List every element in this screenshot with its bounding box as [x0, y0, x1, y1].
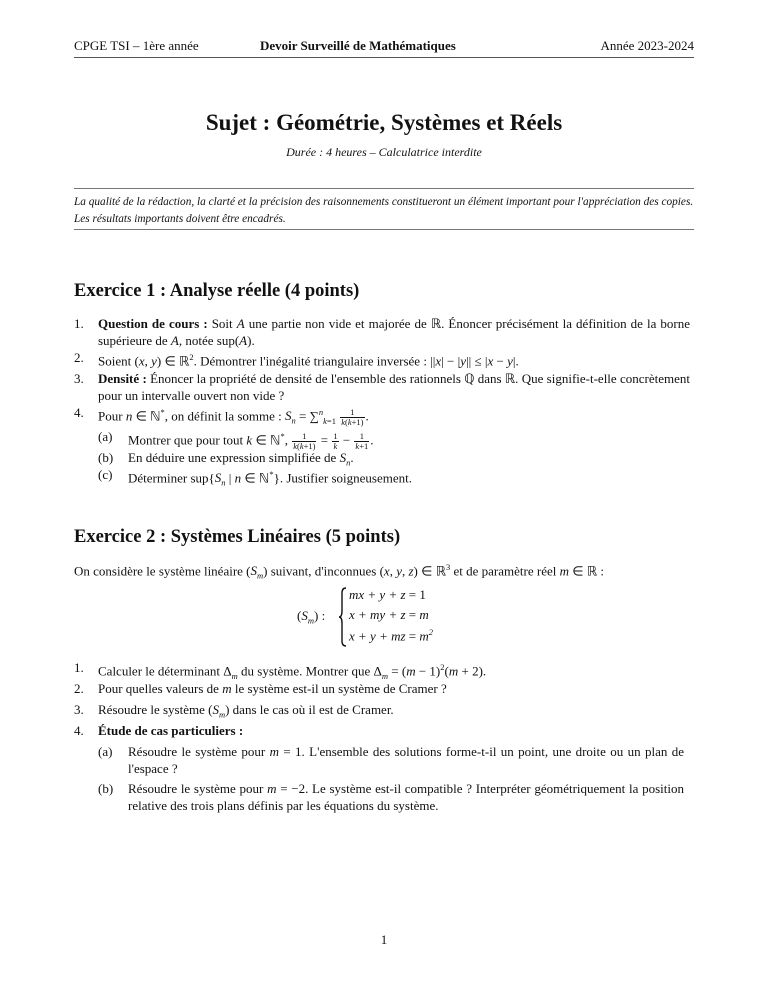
notice-text: La qualité de la rédaction, la clarté et la précision des raisonnements constitueront un élément important pour l'appréciation des copies. Les résultats importants doivent être encadrés. [74, 196, 694, 225]
ex2-intro: On considère le système linéaire $(S_m)$ suivant, d'inconnues (x, y, z) ∈ ℝ$^3$ et de paramètre réel m ∈ ℝ : [74, 562, 604, 581]
notice-bottom-rule [74, 229, 694, 230]
subitem-label: (a) [98, 429, 113, 444]
exercise-1-title: Exercice 1 : Analyse réelle (4 points) [74, 281, 360, 301]
running-header [74, 38, 694, 58]
fraction: $\frac{1}{k(k+1)}$ [341, 406, 364, 427]
equation-3: x + y + mz = $m^2$ [349, 627, 434, 644]
item-bold-label: Densité : [98, 371, 147, 386]
subitem-label: (b) [98, 450, 114, 465]
page-number: 1 [380, 932, 388, 947]
item-text: Pour quelles valeurs de m le système est-il un système de Cramer ? [98, 681, 447, 696]
item-number: 1. [74, 316, 84, 331]
item-text: Résoudre le système $(S_m)$ dans le cas où il est de Cramer. [98, 702, 394, 720]
item-text: Question de cours : Soit A une partie non vide et majorée de ℝ. Énoncer précisément la définition de la borne supérieure de A, notée sup(A). [98, 316, 690, 348]
item-number: 1. [74, 660, 84, 675]
item-text: Calculer le déterminant $\Delta_m$ du système. Montrer que $\Delta_m = (m - 1)^2(m + 2)$. [98, 662, 487, 681]
item-bold-label: Étude de cas particuliers : [98, 723, 244, 738]
subitem-text: Résoudre le système pour m = 1. L'ensemble des solutions forme-t-il un point, une droite ou un plan de l'espace ? [128, 744, 684, 776]
subitem-label: (a) [98, 744, 113, 759]
subitem-text: Résoudre le système pour m = −2. Le système est-il compatible ? Interpréter géométriquement la position relative des trois plans définis par les équations du système. [128, 781, 684, 813]
item-text: Soient (x, y) ∈ ℝ$^2$. Démontrer l'inégalité triangulaire inversée : ||x| − |y|| ≤ |x − y|. [98, 352, 519, 369]
fraction: $\frac{1}{k}$ [333, 430, 338, 451]
item-number: 3. [74, 371, 84, 386]
equation-2: x + my + z = m [349, 607, 429, 622]
subitem-text: En déduire une expression simplifiée de $S_n$. [128, 450, 354, 468]
document-title: Sujet : Géométrie, Systèmes et Réels [205, 110, 563, 135]
subitem-label: (c) [98, 467, 113, 482]
fraction: $\frac{1}{k+1}$ [355, 430, 369, 451]
header-year: Année 2023-2024 [600, 38, 694, 53]
header-rule [74, 57, 694, 58]
subitem-text: Déterminer $sup\{S_n$ | n ∈ ℕ*}. Justifier soigneusement. [128, 469, 412, 488]
left-brace-icon [338, 587, 348, 647]
item-number: 2. [74, 350, 84, 365]
subitem-text: Montrer que pour tout k ∈ ℕ*, $\frac{1}{k(k+1)}$ = $\frac{1}{k}$ − $\frac{1}{k+1}$ . [128, 430, 374, 451]
item-number: 4. [74, 405, 84, 420]
fraction: $\frac{1}{k(k+1)}$ [293, 430, 316, 451]
item-number: 4. [74, 723, 84, 738]
notice-top-rule [74, 188, 694, 189]
system-label: $(S_m)$ : [297, 608, 326, 626]
header-class: CPGE TSI – 1ère année [74, 38, 199, 53]
item-text: Pour n ∈ ℕ*, on définit la somme : $S_n = \sum^n_{k=1}$ $\frac{1}{k(k+1)}$ . [98, 406, 369, 427]
item-number: 2. [74, 681, 84, 696]
equation-1: mx + y + z = 1 [349, 587, 426, 602]
exercise-2-title: Exercice 2 : Systèmes Linéaires (5 points) [74, 527, 401, 547]
subitem-label: (b) [98, 781, 114, 796]
document-subtitle: Durée : 4 heures – Calculatrice interdite [286, 145, 482, 159]
item-bold-label: Question de cours : [98, 316, 208, 331]
linear-system [297, 587, 497, 647]
header-exam-title: Devoir Surveillé de Mathématiques [260, 38, 456, 53]
item-number: 3. [74, 702, 84, 717]
item-text [98, 722, 690, 739]
item-text: Densité : Énoncer la propriété de densité de l'ensemble des rationnels ℚ dans ℝ. Que signifie-t-elle concrètement pour un intervalle ouvert non vide ? [98, 371, 690, 403]
